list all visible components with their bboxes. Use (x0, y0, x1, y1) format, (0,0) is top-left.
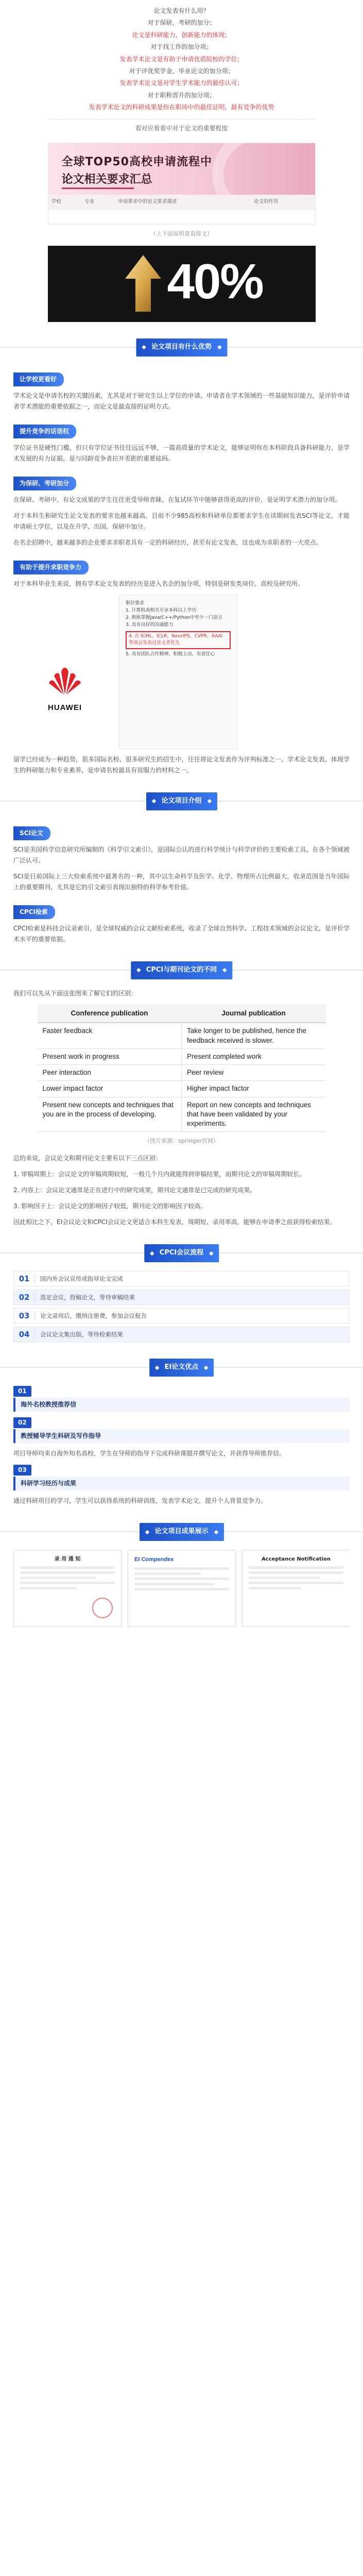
advantage-text: 对于本科毕业生来说，拥有学术论文发表的经历是进入名企的加分项，特别是研发类岗位、高校及研究所。 (13, 580, 304, 587)
table-row (38, 1081, 326, 1097)
advantage-tag: 有助于提升求职竞争力 (13, 561, 89, 574)
compare-cell: Present work in progress (38, 1048, 182, 1064)
ei-point-number: 01 (13, 1386, 31, 1397)
ranking-banner (48, 143, 315, 195)
process-step (13, 1308, 350, 1324)
phone-line: 1. 计算机或相关专业本科以上学历 (126, 607, 197, 613)
phone-screenshot (119, 595, 237, 749)
ei-text: 通过科研项目的学习，学生可以获得系统的科研训练，发表学术论文，提升个人背景竞争力。 (13, 1497, 267, 1505)
project-tag-cpci: CPCI检索 (13, 905, 55, 919)
section-header-compare (0, 956, 363, 984)
section-header-results (0, 1518, 363, 1546)
compare-cell: Present new concepts and techniques that you are in the process of developing. (38, 1097, 182, 1132)
ranking-image (48, 143, 316, 225)
acceptance-notification (242, 1550, 350, 1627)
stamp-icon (92, 1598, 113, 1618)
doc-brand: EI Compendex (134, 1556, 174, 1563)
phone-line: 3. 具有良好的沟通能力 (126, 622, 174, 628)
ei-point-title: 海外名校教授推荐信 (13, 1398, 350, 1412)
intro-line-highlight: 发表学术论文是对学生学术能力的最佳认可； (119, 79, 244, 87)
huawei-logo-icon (47, 667, 83, 696)
compare-table (38, 1004, 326, 1132)
intro-line-highlight: 发表学术论文的科研成果是你在职场中的最佳证明，最有竞争的优势 (89, 104, 274, 111)
section-title: 论文项目有什么优势 (136, 338, 227, 357)
compare-point: 1. 审稿周期上：会议论文的审稿周期较短，一般几个月内就能得到审稿结果，而期刊论文的审稿周期较长。 (13, 1171, 306, 1178)
compare-summary: 总的来说，会议论文和期刊论文主要有以下三点区别： (13, 1155, 162, 1162)
stat-image (48, 246, 316, 322)
compare-cell: Faster feedback (38, 1023, 182, 1048)
section-header-ei (0, 1353, 363, 1381)
project-text: SCI是目前国际上三大检索系统中最著名的一种，其中以生命科学及医学、化学、物理所占比例最大，收录范围是当年国际上的重要期刊，尤其是它的引文索引表现出独特的科学参考价值。 (13, 872, 350, 891)
ranking-header: 学校 (48, 195, 82, 210)
step-text: 国内外会议宣传或指导论文完成 (40, 1275, 123, 1283)
compare-header: Conference publication (38, 1004, 182, 1023)
huawei-wordmark: HUAWEI (48, 703, 82, 712)
project-text: CPCI检索是科技会议录索引，是全球权威的会议文献检索系统，收录了全球自然科学、工程技术领域的会议论文，是评价学术水平的重要依据。 (13, 924, 350, 943)
process-step (13, 1290, 350, 1305)
intro-section (0, 0, 363, 138)
project-tag-sci: SCI论文 (13, 826, 50, 840)
huawei-logo (13, 667, 116, 715)
process-step (13, 1271, 350, 1286)
ranking-header: 申请要求中的论文要求描述 (115, 195, 251, 210)
advantage-tag: 为保研、考研加分 (13, 477, 76, 490)
ei-points (13, 1385, 350, 1506)
ranking-caption: （上下面说明查看原文） (150, 230, 213, 237)
compare-cell: Peer interaction (38, 1065, 182, 1081)
compare-cell: Peer review (182, 1065, 326, 1081)
intro-line: 对于保研，考研的加分； (147, 19, 216, 27)
section-title: 论文项目介绍 (146, 792, 217, 810)
ei-point-number: 02 (13, 1417, 31, 1428)
phone-line: 职位要求 (126, 600, 145, 606)
step-number: 02 (19, 1293, 30, 1302)
ei-point-title: 科研学习经历与成果 (13, 1477, 350, 1490)
intro-line: 对于评优奖学金，毕业论文的加分项； (129, 67, 234, 75)
phone-line: 2. 熟练掌握Java/C++/Python中至少一门语言 (126, 615, 223, 620)
compare-point: 3. 影响因子上：会议论文的影响因子较低，期刊论文的影响因子较高。 (13, 1202, 207, 1210)
advantage-text: 在名企招聘中，越来越多的企业要求求职者具有一定的科研经历，甚至有论文发表，这也成为求职者的一大亮点。 (13, 538, 323, 546)
phone-highlight-box (126, 631, 231, 650)
advantage-text: 学位证书是硬性门槛，但只有学位证书往往远远不够，一篇高质量的学术论文，能够证明你在本科阶段具备科研能力，是学术发展的有力证据，是与同龄竞争者拉开差距的重要砝码。 (13, 444, 350, 462)
process-steps (13, 1271, 350, 1342)
step-number: 04 (19, 1330, 30, 1340)
step-number: 01 (19, 1274, 30, 1284)
intro-line: 对于找工作的加分项； (150, 43, 213, 51)
table-row (38, 1023, 326, 1048)
phone-highlight: 4. 在 ICML、ICLR、NeurIPS、CVPR、AAAI 等顶会发表过论文者优先 (129, 633, 223, 646)
ranking-header: 专业 (81, 195, 115, 210)
advantage-text: 在保研、考研中，有论文成果的学生往往更受导师青睐，在复试环节中能够获得更高的评价，是证明学术潜力的加分项。 (13, 496, 341, 503)
screenshot-note: 留学已经成为一种趋势，很多国际名校、很多研究生的招生中，往往将论文发表作为评判标准之一。学术论文发表，体现学生的科研能力和专业素养，是申请名校最具有说服力的材料之一。 (13, 755, 350, 774)
step-text: 会议论文集出版，等待检索结果 (40, 1331, 123, 1338)
job-requirement-screenshot (13, 595, 350, 749)
list-item (13, 1417, 350, 1443)
list-item (13, 1464, 350, 1490)
table-row (38, 1048, 326, 1064)
advantage-tag: 让学校更看好 (13, 372, 64, 386)
list-item (13, 1385, 350, 1412)
doc-title: 录 用 通 知 (54, 1556, 81, 1563)
ranking-title-1: 全球TOP50高校申请流程中 (61, 155, 212, 168)
section-header-advantages (0, 333, 363, 361)
up-arrow-icon (125, 255, 161, 312)
compare-closing: 因此相比之下，EI会议论文和CPCI会议论文更适合本科生发表，周期短、录用率高，能够在申请季之前获得检索结果。 (13, 1218, 336, 1226)
compare-header: Journal publication (182, 1004, 326, 1023)
intro-line: 对于职称晋升的加分项； (147, 91, 216, 99)
table-row (38, 1097, 326, 1132)
section-header-process (0, 1239, 363, 1267)
compare-caption: （图片来源：springer官网） (144, 1138, 219, 1145)
section-title: EI论文优点 (149, 1359, 214, 1377)
advantage-highlight: 对于本科生和研究生论文发表的要求也越来越高，目前不少985高校和科研单位都要求学生在读期间发表SCI等论文，才能申请硕士学位，以及在升学、出国、保研中加分。 (13, 512, 350, 530)
compare-cell: Lower impact factor (38, 1081, 182, 1097)
compare-cell: Report on new concepts and techniques that have been validated by your experiments. (182, 1097, 326, 1132)
step-text: 选定会议，投稿论文，等待审稿结果 (40, 1294, 135, 1301)
compare-cell: Present completed work (182, 1048, 326, 1064)
step-number: 03 (19, 1311, 30, 1321)
acceptance-letter-cn (13, 1550, 122, 1627)
intro-line-highlight: 发表学术论文是有助于申请优质院校的学位； (119, 55, 244, 63)
process-step (13, 1327, 350, 1342)
section-title: 论文项目成果展示 (139, 1523, 223, 1541)
ei-point-title: 教授辅导学生科研及写作指导 (13, 1429, 350, 1443)
ei-document (128, 1550, 236, 1627)
table-row (38, 1065, 326, 1081)
ei-text: 项目导师均来自海外知名高校，学生在导师的指导下完成科研课题并撰写论文，并获得导师推荐信。 (13, 1450, 286, 1458)
intro-line: 论文发表有什么用？ (153, 7, 210, 14)
compare-point: 2. 内容上：会议论文通常是正在进行中的研究成果，期刊论文通常是已完成的研究成果。 (13, 1187, 256, 1194)
phone-line: 5. 具有团队合作精神，积极主动，有责任心 (126, 652, 215, 657)
section-title: CPCI会议流程 (144, 1244, 219, 1262)
ranking-header: 论文的作用 (251, 195, 315, 210)
doc-title: Acceptance Notification (261, 1556, 331, 1563)
compare-intro: 我们可以先从下面这张图来了解它们的区别： (13, 989, 137, 997)
advantage-tag: 提升竞争的话语权 (13, 425, 76, 438)
compare-cell: Higher impact factor (182, 1081, 326, 1097)
project-text: SCI是美国科学信息研究所编制的《科学引文索引》，是国际公认的进行科学统计与科学评价的主要检索工具，在各个领域被广泛认可。 (13, 845, 350, 864)
ranking-title-2: 论文相关要求汇总 (61, 173, 152, 186)
intro-subhead: 看对应看看中对于论文的重要程度 (135, 124, 228, 132)
step-text: 论文录用后，缴纳注册费，参加会议报告 (40, 1312, 147, 1320)
stat-value: 40% (167, 253, 263, 309)
advantage-text: 学术论文是申请名校的关键因素，尤其是对于研究生以上学位的申请。申请者在学术领域的一些基础知识能力，是评价申请者学术潜能的重要依据之一，而论文是最直接的证明方式。 (13, 392, 350, 410)
section-title: CPCI与期刊论文的不同 (131, 961, 232, 979)
section-header-project (0, 787, 363, 815)
ei-point-number: 03 (13, 1465, 31, 1476)
compare-cell: Take longer to be published, hence the feedback received is slower. (182, 1023, 326, 1048)
intro-divider (48, 119, 316, 120)
ranking-table (48, 195, 315, 224)
results-documents (13, 1550, 350, 1627)
intro-line-highlight: 论文是科研能力，创新能力的体现； (132, 31, 231, 39)
